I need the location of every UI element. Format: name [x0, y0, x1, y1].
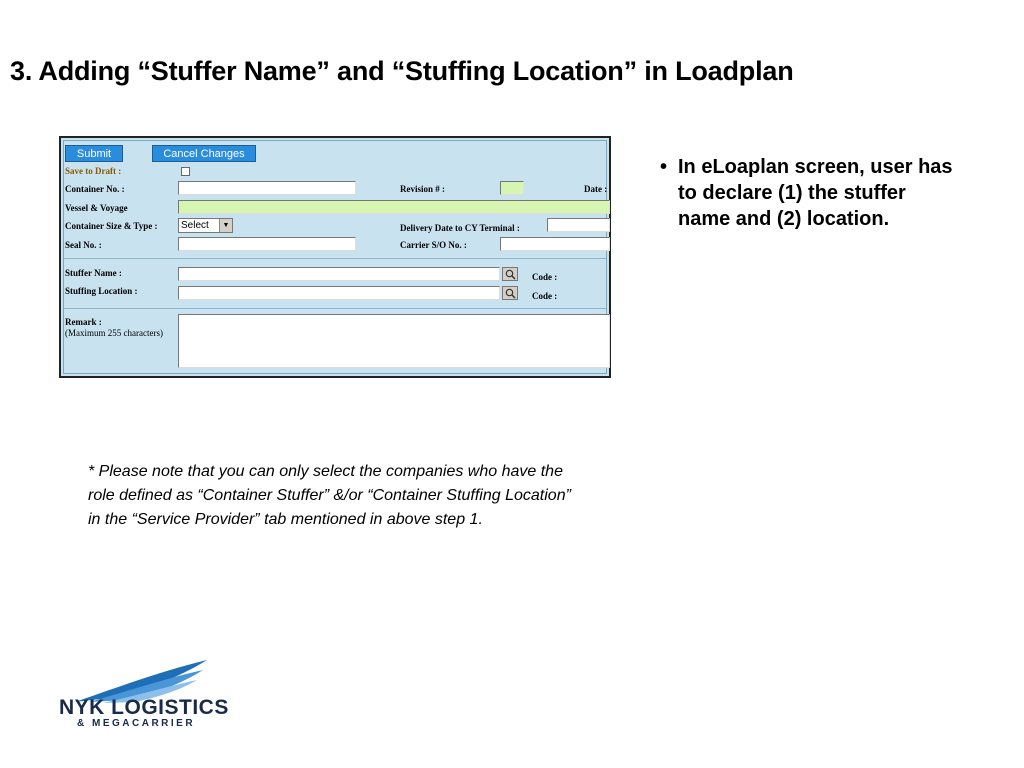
logo-brand: NYK LOGISTICS: [59, 696, 229, 719]
remark-note: (Maximum 255 characters): [65, 328, 163, 338]
stuffer-name-lookup-button[interactable]: [502, 267, 518, 281]
container-size-type-label: Container Size & Type :: [65, 221, 158, 231]
submit-button[interactable]: Submit: [65, 145, 123, 162]
carrier-so-label: Carrier S/O No. :: [400, 240, 467, 250]
slide-title: 3. Adding “Stuffer Name” and “Stuffing Location” in Loadplan: [10, 56, 794, 86]
section-divider: [64, 308, 606, 309]
remark-textarea[interactable]: [178, 314, 610, 368]
instruction-bullet: [660, 154, 960, 232]
company-logo: [55, 658, 255, 738]
vessel-voyage-input[interactable]: [178, 200, 610, 214]
remark-label: Remark :: [65, 317, 102, 327]
delivery-date-label: Delivery Date to CY Terminal :: [400, 223, 520, 233]
stuffer-name-label: Stuffer Name :: [65, 268, 122, 278]
date-label: Date :: [584, 184, 608, 194]
eloadplan-form-screenshot: [59, 136, 611, 378]
stuffer-name-input[interactable]: [178, 267, 500, 281]
search-icon: [505, 269, 516, 280]
search-icon: [505, 288, 516, 299]
revision-label: Revision # :: [400, 184, 445, 194]
delivery-date-input[interactable]: [547, 218, 610, 232]
footnote: * Please note that you can only select the companies who have the role defined as “Container Stuffer” &/or “Container Stuffing Location” in the “Service Provider” tab mentioned in above step 1.: [88, 463, 571, 528]
form-panel: [63, 140, 607, 374]
container-no-label: Container No. :: [65, 184, 125, 194]
logo-subtitle: & MEGACARRIER: [77, 718, 196, 729]
code-label-2: Code :: [532, 291, 558, 301]
revision-input[interactable]: [500, 181, 524, 195]
container-size-type-select[interactable]: [178, 218, 233, 233]
save-to-draft-checkbox[interactable]: [181, 167, 190, 176]
seal-no-label: Seal No. :: [65, 240, 102, 250]
stuffing-location-label: Stuffing Location :: [65, 286, 138, 296]
vessel-voyage-label: Vessel & Voyage: [65, 203, 128, 213]
section-divider: [64, 258, 606, 259]
stuffing-location-lookup-button[interactable]: [502, 286, 518, 300]
code-label-1: Code :: [532, 272, 558, 282]
seal-no-input[interactable]: [178, 237, 356, 251]
container-no-input[interactable]: [178, 181, 356, 195]
stuffing-location-input[interactable]: [178, 286, 500, 300]
instruction-text: In eLoaplan screen, user has to declare (1) the stuffer name and (2) location.: [678, 156, 953, 230]
select-value: Select: [181, 220, 209, 231]
dropdown-arrow-icon[interactable]: ▼: [219, 219, 232, 232]
cancel-changes-button[interactable]: Cancel Changes: [152, 145, 256, 162]
bullet-dot: •: [660, 156, 668, 178]
save-to-draft-label: Save to Draft :: [65, 166, 122, 176]
carrier-so-input[interactable]: [500, 237, 610, 251]
